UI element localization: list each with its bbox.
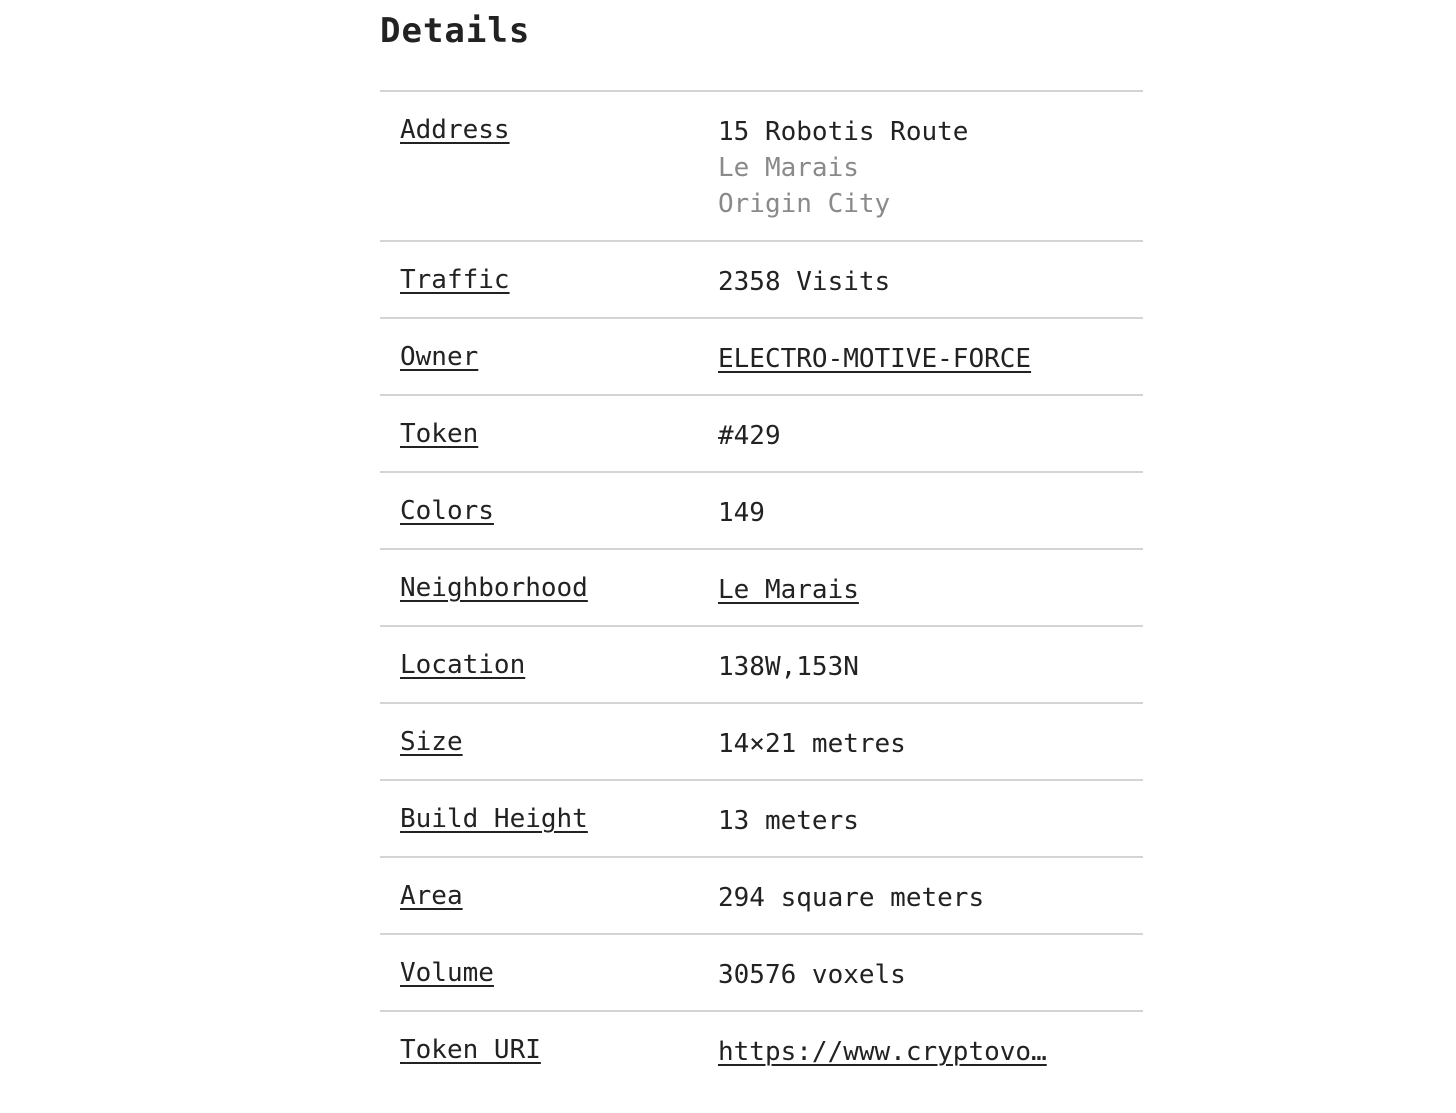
row-size bbox=[380, 704, 1143, 781]
neighborhood-link[interactable]: Le Marais bbox=[718, 575, 859, 605]
traffic-value: 2358 Visits bbox=[718, 267, 891, 297]
row-volume bbox=[380, 935, 1143, 1012]
address-street: 15 Robotis Route bbox=[718, 117, 969, 147]
row-area bbox=[380, 858, 1143, 935]
token-uri-label[interactable]: Token URI bbox=[400, 1035, 541, 1065]
build-height-value: 13 meters bbox=[718, 806, 859, 836]
row-location bbox=[380, 627, 1143, 704]
owner-label[interactable]: Owner bbox=[400, 342, 479, 372]
colors-label[interactable]: Colors bbox=[400, 496, 494, 526]
address-neighborhood: Le Marais bbox=[718, 153, 859, 183]
volume-label[interactable]: Volume bbox=[400, 958, 494, 988]
colors-value: 149 bbox=[718, 498, 765, 528]
volume-value: 30576 voxels bbox=[718, 960, 906, 990]
location-value: 138W,153N bbox=[718, 652, 859, 682]
row-traffic bbox=[380, 242, 1143, 319]
section-title: Details bbox=[380, 11, 531, 51]
address-label[interactable]: Address bbox=[400, 115, 510, 145]
traffic-label[interactable]: Traffic bbox=[400, 265, 510, 295]
address-city: Origin City bbox=[718, 189, 891, 219]
row-address bbox=[380, 92, 1143, 242]
owner-link[interactable]: ELECTRO-MOTIVE-FORCE bbox=[718, 344, 1032, 374]
address-value bbox=[718, 114, 968, 222]
build-height-label[interactable]: Build Height bbox=[400, 804, 588, 834]
details-table bbox=[380, 90, 1143, 1089]
area-label[interactable]: Area bbox=[400, 881, 463, 911]
size-label[interactable]: Size bbox=[400, 727, 463, 757]
token-value: #429 bbox=[718, 421, 781, 451]
token-label[interactable]: Token bbox=[400, 419, 479, 449]
neighborhood-label[interactable]: Neighborhood bbox=[400, 573, 588, 603]
row-owner bbox=[380, 319, 1143, 396]
row-colors bbox=[380, 473, 1143, 550]
token-uri-link[interactable]: https://www.cryptovo… bbox=[718, 1037, 1047, 1067]
row-neighborhood bbox=[380, 550, 1143, 627]
row-build-height bbox=[380, 781, 1143, 858]
size-value: 14×21 metres bbox=[718, 729, 906, 759]
row-token-uri bbox=[380, 1012, 1143, 1089]
location-label[interactable]: Location bbox=[400, 650, 526, 680]
area-value: 294 square meters bbox=[718, 883, 985, 913]
row-token bbox=[380, 396, 1143, 473]
